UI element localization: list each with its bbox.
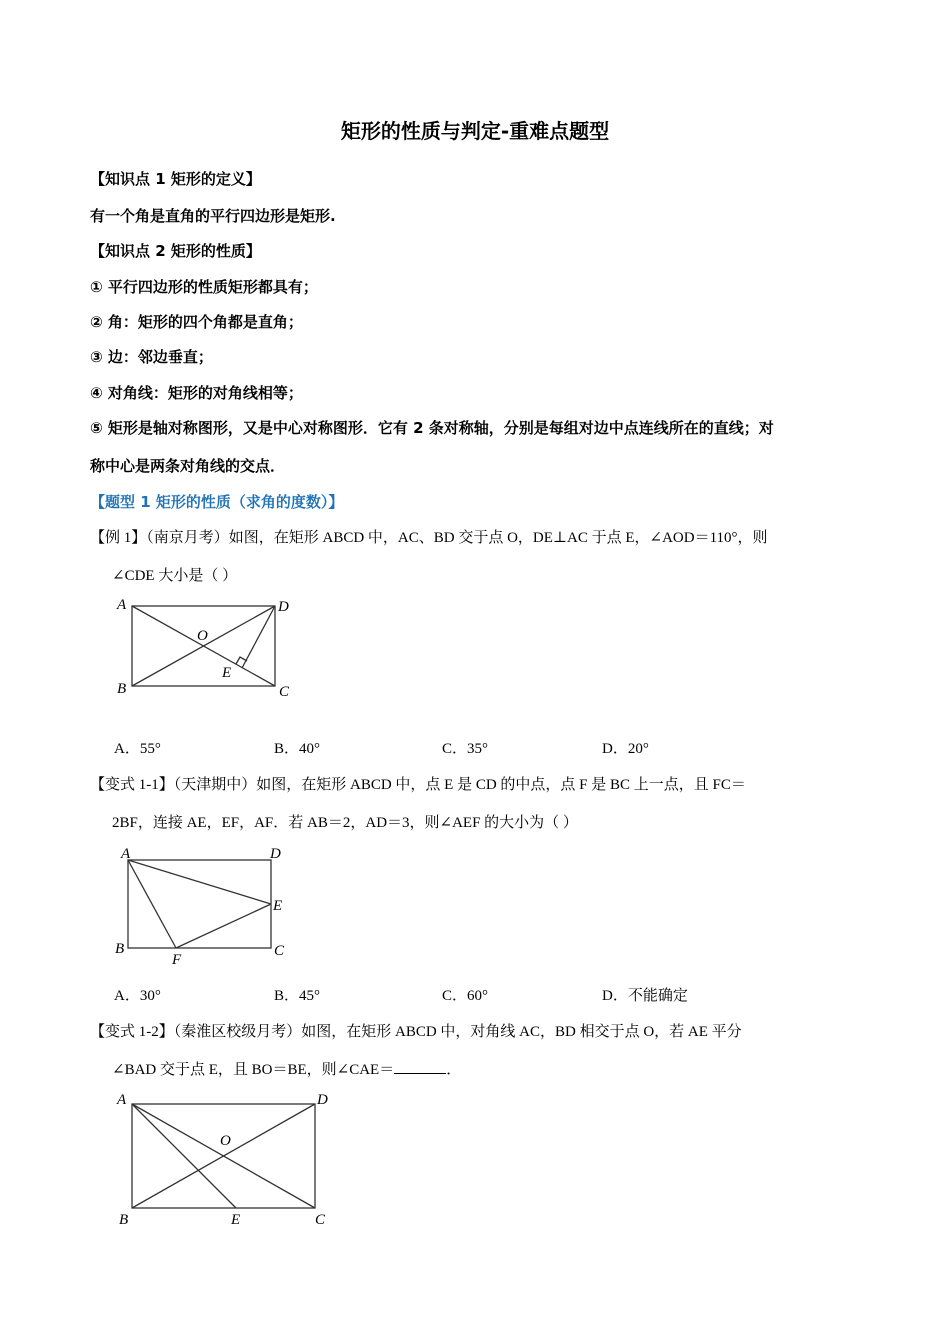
label-o: O — [220, 1133, 231, 1149]
variant-1-1-option-a[interactable]: A．30° — [114, 988, 161, 1004]
variant-1-2-line2 — [112, 1058, 461, 1079]
variant-1-2-figure — [110, 1090, 340, 1230]
label-c: C — [315, 1212, 326, 1228]
example-1-figure — [110, 595, 310, 705]
property-item-2: ② 角：矩形的四个角都是直角； — [90, 313, 303, 331]
example-1-option-a[interactable]: A．55° — [114, 741, 161, 757]
property-item-1: ① 平行四边形的性质矩形都具有； — [90, 278, 318, 296]
label-a: A — [117, 1092, 127, 1108]
label-a: A — [117, 597, 127, 613]
segment-ef — [176, 904, 271, 948]
variant-1-2-end: ． — [446, 1062, 462, 1078]
variant-1-1-line1: 【变式 1-1】（天津期中）如图，在矩形 ABCD 中，点 E 是 CD 的中点，点 F 是 BC 上一点，且 FC＝ — [90, 777, 746, 793]
knowledge-1-text: 有一个角是直角的平行四边形是矩形. — [90, 207, 336, 225]
example-1-line2: ∠CDE 大小是（ ） — [112, 568, 238, 584]
property-item-5-line2: 称中心是两条对角线的交点． — [90, 457, 286, 475]
variant-1-1-line2: 2BF，连接 AE，EF，AF．若 AB＝2，AD＝3，则∠AEF 的大小为（ ） — [112, 815, 578, 831]
label-d: D — [278, 599, 289, 615]
variant-1-1-option-c[interactable]: C．60° — [442, 988, 489, 1004]
example-1-line1: 【例 1】（南京月考）如图，在矩形 ABCD 中，AC、BD 交于点 O，DE⊥AC 于点 E，∠AOD＝110°，则 — [90, 530, 768, 546]
variant-1-2-line1: 【变式 1-2】（秦淮区校级月考）如图，在矩形 ABCD 中，对角线 AC，BD 相交于点 O，若 AE 平分 — [90, 1024, 742, 1040]
knowledge-2-heading: 【知识点 2 矩形的性质】 — [90, 242, 261, 260]
segment-ae — [128, 860, 271, 904]
label-f: F — [172, 952, 182, 968]
variant-1-1-figure — [110, 842, 310, 972]
property-item-3: ③ 边：邻边垂直； — [90, 348, 213, 366]
label-e: E — [231, 1212, 241, 1228]
example-1-option-d[interactable]: D．20° — [602, 741, 649, 757]
label-e: E — [222, 665, 232, 681]
property-item-4: ④ 对角线：矩形的对角线相等； — [90, 384, 303, 402]
rectangle-abcd — [128, 860, 271, 948]
label-b: B — [119, 1212, 129, 1228]
label-d: D — [317, 1092, 328, 1108]
variant-1-1-option-d[interactable]: D．不能确定 — [602, 988, 688, 1004]
segment-ae — [132, 1104, 236, 1208]
property-item-5-line1: ⑤ 矩形是轴对称图形，又是中心对称图形．它有 2 条对称轴，分别是每组对边中点连线所在的直线；对 — [90, 419, 774, 437]
type-1-heading: 【题型 1 矩形的性质（求角的度数）】 — [90, 493, 344, 511]
page-title: 矩形的性质与判定-重难点题型 — [340, 119, 610, 143]
label-d: D — [270, 846, 281, 862]
example-1-option-b[interactable]: B．40° — [274, 741, 321, 757]
label-a: A — [121, 846, 131, 862]
example-1-option-c[interactable]: C．35° — [442, 741, 489, 757]
knowledge-1-heading: 【知识点 1 矩形的定义】 — [90, 170, 261, 188]
label-c: C — [274, 943, 285, 959]
label-c: C — [279, 684, 290, 700]
variant-1-1-option-b[interactable]: B．45° — [274, 988, 321, 1004]
label-b: B — [117, 681, 127, 697]
label-b: B — [115, 941, 125, 957]
answer-blank[interactable] — [394, 1059, 446, 1074]
label-o: O — [197, 628, 208, 644]
label-e: E — [273, 898, 283, 914]
variant-1-2-question: ∠BAD 交于点 E，且 BO＝BE，则∠CAE＝ — [112, 1062, 395, 1078]
